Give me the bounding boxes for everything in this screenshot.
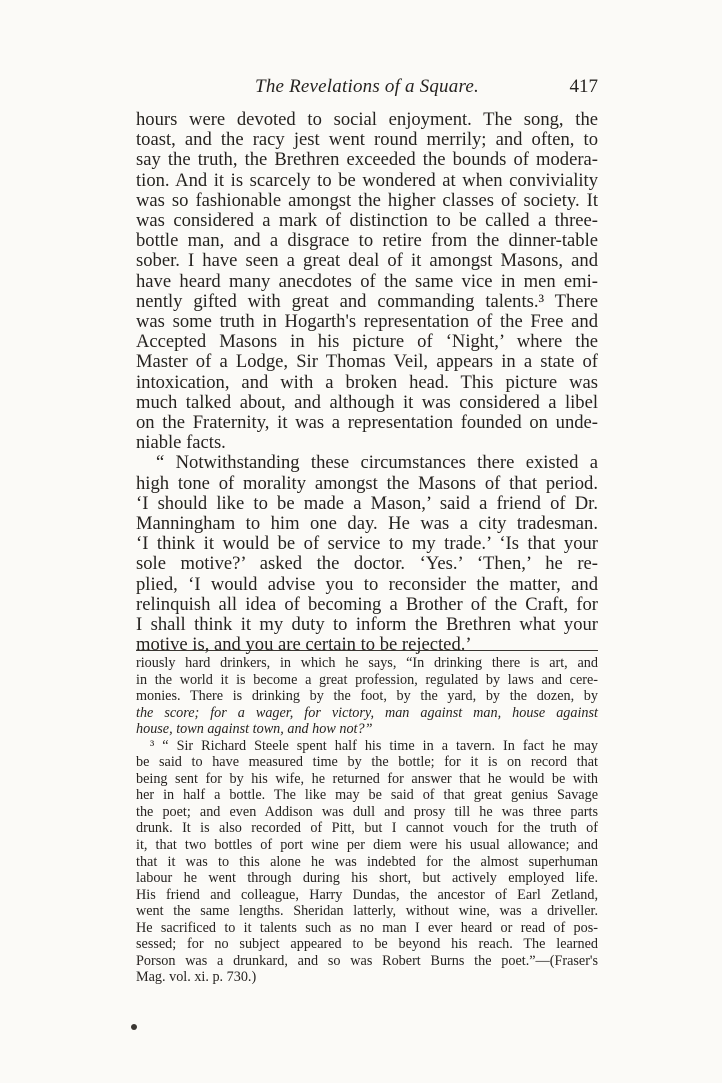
running-header	[136, 76, 598, 102]
body-line: I shall think it my duty to inform the Brethren what your	[136, 614, 598, 636]
body-line: nently gifted with great and commanding talents.³ There	[136, 290, 598, 312]
body-line: much talked about, and although it was considered a libel	[136, 391, 598, 413]
body-line: niable facts.	[136, 432, 226, 454]
body-line: tion. And it is scarcely to be wondered at when conviviality	[136, 169, 598, 191]
body-line: Master of a Lodge, Sir Thomas Veil, appears in a state of	[136, 351, 598, 373]
footnote-line: ³ “ Sir Richard Steele spent half his time in a tavern. In fact he may	[150, 737, 598, 754]
footnote-line: went the same lengths. Sheridan latterly, without wine, was a driveller.	[136, 903, 598, 920]
body-line: ‘I think it would be of service to my trade.’ ‘Is that your	[136, 533, 598, 555]
footnotes	[136, 655, 598, 986]
footnote-line: be said to have measured time by the bottle; for it is on record that	[136, 754, 598, 771]
footnote-line: it, that two bottles of port wine per diem were his usual allowance; and	[136, 837, 598, 854]
footnote-line: labour he went through during his short, but actively employed life.	[136, 870, 598, 887]
footnote-line: being sent for by his wife, he returned for answer that he would be with	[136, 770, 598, 787]
ink-blot-mark	[131, 1024, 137, 1030]
body-line: on the Fraternity, it was a representation founded on unde-	[136, 412, 598, 434]
footnote-line: that it was to this alone he was indebted for the almost superhuman	[136, 853, 598, 870]
body-line: Accepted Masons in his picture of ‘Night,’ where the	[136, 331, 598, 353]
footnote-line: the poet; and even Addison was dull and prosy till he was three parts	[136, 803, 598, 820]
footnote-line: Mag. vol. xi. p. 730.)	[136, 969, 257, 986]
body-line: was so fashionable amongst the higher classes of society. It	[136, 189, 598, 211]
footnote-line: her in half a bottle. The like may be said of that great genius Savage	[136, 787, 598, 804]
body-line: was some truth in Hogarth's representation of the Free and	[136, 311, 598, 333]
body-line: Manningham to him one day. He was a city tradesman.	[136, 513, 598, 535]
body-line: plied, ‘I would advise you to reconsider the matter, and	[136, 573, 598, 595]
body-line: “ Notwithstanding these circumstances there existed a	[156, 452, 598, 474]
footnote-line: His friend and colleague, Harry Dundas, the ancestor of Earl Zetland,	[136, 886, 598, 903]
running-title: The Revelations of a Square.	[255, 76, 479, 97]
body-line: ‘I should like to be made a Mason,’ said a friend of Dr.	[136, 492, 598, 514]
footnote-line: in the world it is become a great profession, regulated by laws and cere-	[136, 671, 598, 688]
body-line: motive is, and you are certain to be rejected.’	[136, 634, 472, 656]
footnote-line: He sacrificed to it talents such as no man I ever heard or read of pos-	[136, 919, 598, 936]
footnote-line: Porson was a drunkard, and so was Robert Burns the poet.”—(Fraser's	[136, 952, 598, 969]
body-line: hours were devoted to social enjoyment. The song, the	[136, 109, 598, 130]
body-line: intoxication, and with a broken head. This picture was	[136, 371, 598, 393]
body-line: sole motive?’ asked the doctor. ‘Yes.’ ‘Then,’ he re-	[136, 553, 598, 575]
body-line: bottle man, and a disgrace to retire from the dinner-table	[136, 230, 598, 252]
main-text	[136, 110, 598, 655]
body-line: high tone of morality amongst the Masons of that period.	[136, 472, 598, 494]
footnote-line: drunk. It is also recorded of Pitt, but I cannot vouch for the truth of	[136, 820, 598, 837]
footnote-line: sessed; for no subject appeared to be beyond his reach. The learned	[136, 936, 598, 953]
page-number: 417	[569, 76, 598, 97]
body-line: sober. I have seen a great deal of it amongst Masons, and	[136, 250, 598, 272]
body-line: relinquish all idea of becoming a Brother of the Craft, for	[136, 593, 598, 615]
footnote-line: monies. There is drinking by the foot, by the yard, by the dozen, by	[136, 688, 598, 705]
footnote-rule	[136, 650, 598, 651]
footnote-line: riously hard drinkers, in which he says, “In drinking there is art, and	[136, 655, 598, 671]
body-line: have heard many anecdotes of the same vice in men emi-	[136, 270, 598, 292]
body-line: was considered a mark of distinction to be called a three-	[136, 210, 598, 232]
footnote-line: house, town against town, and how not?”	[136, 721, 373, 738]
body-line: toast, and the racy jest went round merrily; and often, to	[136, 129, 598, 151]
body-line: say the truth, the Brethren exceeded the bounds of modera-	[136, 149, 598, 171]
footnote-line: the score; for a wager, for victory, man against man, house against	[136, 704, 598, 721]
